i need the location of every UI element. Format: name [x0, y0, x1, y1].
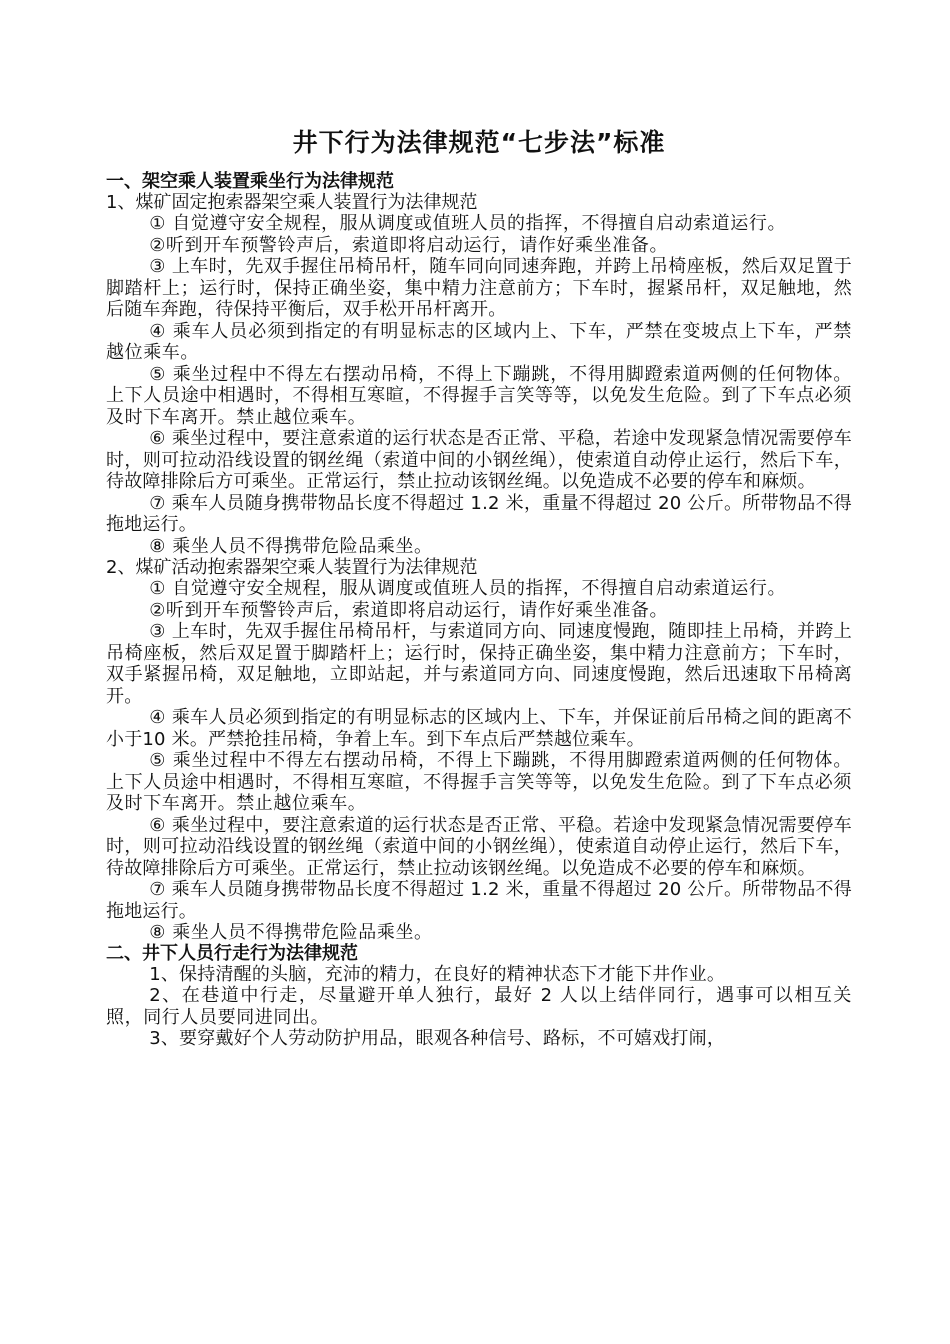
sub1-item-7: ⑦ 乘车人员随身携带物品长度不得超过 1.2 米，重量不得超过 20 公斤。所带物品不得拖地运行。 — [106, 492, 852, 535]
sub2-item-6: ⑥ 乘坐过程中，要注意索道的运行状态是否正常、平稳。若途中发现紧急情况需要停车时，则可拉动沿线设置的钢丝绳（索道中间的小钢丝绳），使索道自动停止运行，然后下车，待故障排除后方可乘坐。正常运行，禁止拉动该钢丝绳。以免造成不必要的停车和麻烦。 — [106, 814, 852, 879]
sub1-item-1: ① 自觉遵守安全规程，服从调度或值班人员的指挥，不得擅自启动索道运行。 — [149, 213, 787, 234]
sub2-item-3: ③ 上车时，先双手握住吊椅吊杆，与索道同方向、同速度慢跑，随即挂上吊椅，并跨上吊椅座板，然后双足置于脚踏杆上；运行时，保持正确坐姿，集中精力注意前方；下车时，双手紧握吊椅，双足触地，立即站起，并与索道同方向、同速度慢跑，然后迅速取下吊椅离开。 — [106, 621, 852, 707]
sub1-item-8: ⑧ 乘坐人员不得携带危险品乘坐。 — [149, 535, 433, 557]
sub2-item-5: ⑤ 乘坐过程中不得左右摆动吊椅，不得上下蹦跳，不得用脚蹬索道两侧的任何物体。上下人员途中相遇时，不得相互寒暄，不得握手言笑等等，以免发生危险。到了下车点必须及时下车离开。禁止越位乘车。 — [106, 750, 852, 814]
sub2-item-2: ②听到开车预警铃声后，索道即将启动运行，请作好乘坐准备。 — [149, 599, 669, 621]
sub1-item-2: ②听到开车预警铃声后，索道即将启动运行，请作好乘坐准备。 — [149, 234, 669, 256]
document-page — [106, 126, 852, 1050]
sub2-item-8: ⑧ 乘坐人员不得携带危险品乘坐。 — [149, 922, 433, 943]
sub2-item-4: ④ 乘车人员必须到指定的有明显标志的区域内上、下车，并保证前后吊椅之间的距离不小于10 米。严禁抢挂吊椅，争着上车。到下车点后严禁越位乘车。 — [106, 707, 852, 750]
section2-item-3: 3、要穿戴好个人劳动防护用品，眼观各种信号、路标，不可嬉戏打闹， — [149, 1028, 726, 1049]
sub1-item-3: ③ 上车时，先双手握住吊椅吊杆，随车同向同速奔跑，并跨上吊椅座板，然后双足置于脚踏杆上；运行时，保持正确坐姿，集中精力注意前方；下车时，握紧吊杆，双足触地，然后随车奔跑，待保持平衡后，双手松开吊杆离开。 — [106, 256, 852, 320]
section-1-heading: 一、架空乘人装置乘坐行为法律规范 — [106, 171, 394, 192]
section-2-heading: 二、井下人员行走行为法律规范 — [106, 942, 358, 964]
sub2-item-7: ⑦ 乘车人员随身携带物品长度不得超过 1.2 米，重量不得超过 20 公斤。所带物品不得拖地运行。 — [106, 879, 852, 922]
subsection-2-heading: 2、煤矿活动抱索器架空乘人装置行为法律规范 — [106, 557, 478, 578]
sub2-item-1: ① 自觉遵守安全规程，服从调度或值班人员的指挥，不得擅自启动索道运行。 — [149, 578, 787, 599]
section2-item-1: 1、保持清醒的头脑，充沛的精力，在良好的精神状态下才能下井作业。 — [149, 963, 726, 985]
section2-item-2: 2、在巷道中行走，尽量避开单人独行，最好 2 人以上结伴同行，遇事可以相互关照，同行人员要同进同出。 — [106, 985, 852, 1028]
document-title: 井下行为法律规范“七步法”标准 — [292, 128, 666, 157]
sub1-item-4: ④ 乘车人员必须到指定的有明显标志的区域内上、下车，严禁在变坡点上下车，严禁越位乘车。 — [106, 320, 852, 363]
sub1-item-6: ⑥ 乘坐过程中，要注意索道的运行状态是否正常、平稳，若途中发现紧急情况需要停车时，则可拉动沿线设置的钢丝绳（索道中间的小钢丝绳），使索道自动停止运行，然后下车，待故障排除后方可乘坐。正常运行，禁止拉动该钢丝绳。以免造成不必要的停车和麻烦。 — [106, 428, 852, 492]
subsection-1-heading: 1、煤矿固定抱索器架空乘人装置行为法律规范 — [106, 192, 478, 213]
sub1-item-5: ⑤ 乘坐过程中不得左右摆动吊椅，不得上下蹦跳，不得用脚蹬索道两侧的任何物体。上下人员途中相遇时，不得相互寒暄，不得握手言笑等等，以免发生危险。到了下车点必须及时下车离开。禁止越位乘车。 — [106, 363, 852, 428]
